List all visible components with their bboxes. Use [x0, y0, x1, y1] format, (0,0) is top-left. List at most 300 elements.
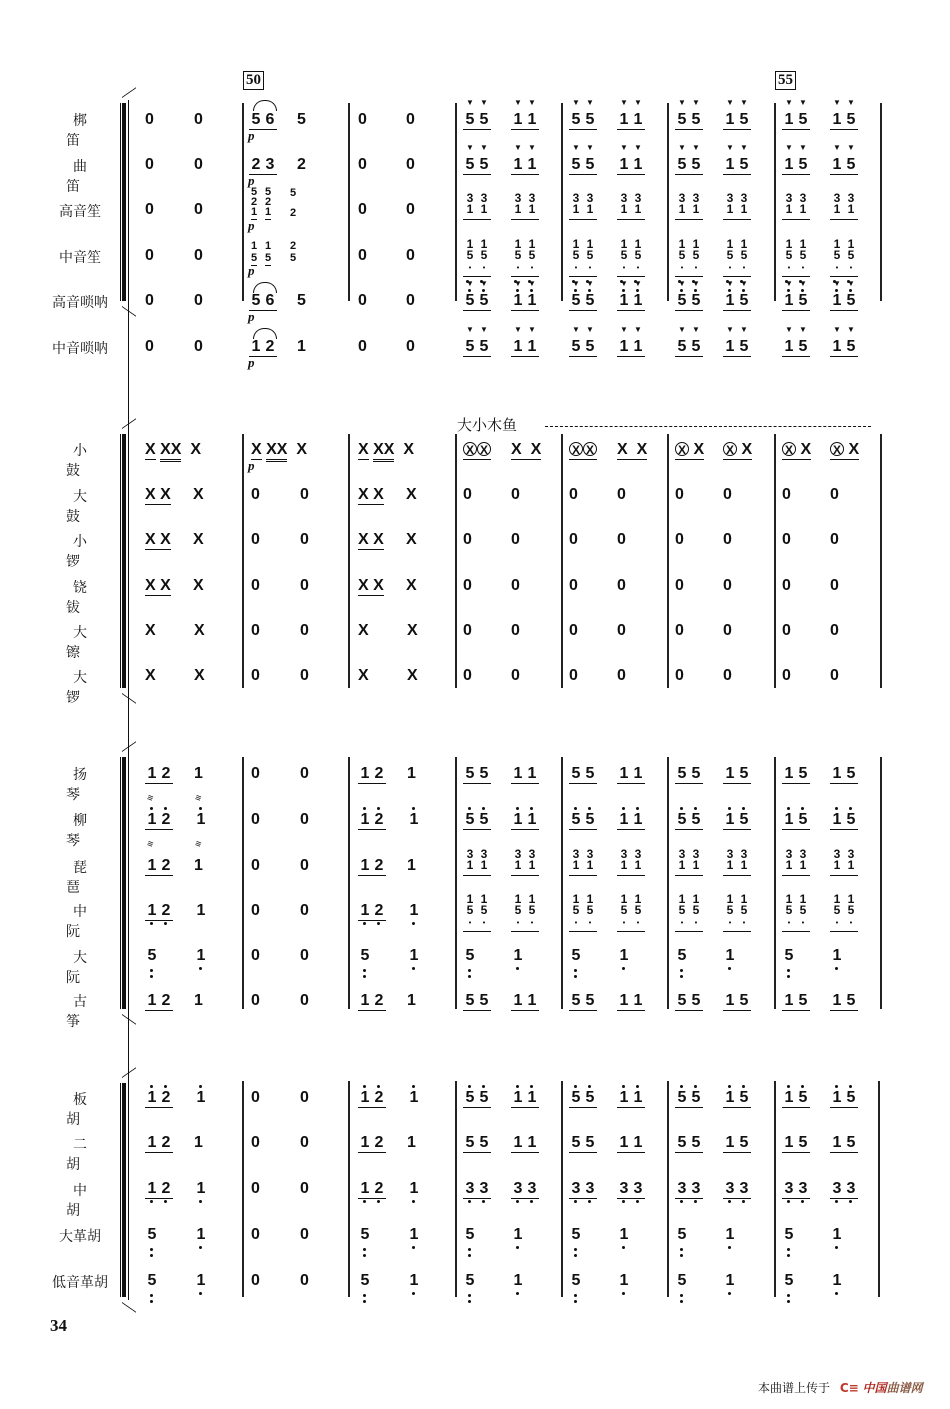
note-group: ▼ 1 ▼ 1 — [511, 156, 539, 174]
note-group: ▼ 5 ▼ 5 — [463, 292, 491, 310]
note-group: 0 — [675, 531, 684, 548]
note-group: 3 13 1 — [723, 193, 751, 220]
note-group: 0 — [511, 486, 520, 503]
note-group: 5 — [145, 947, 159, 965]
note-group: 0 — [569, 622, 578, 639]
note-group: 1 — [407, 992, 416, 1009]
note-group: 3 13 1 — [723, 849, 751, 876]
note-group: 0 — [723, 622, 732, 639]
note-group: 1 — [723, 1226, 737, 1244]
instrument-label-guzheng: 古 筝 — [66, 994, 101, 1030]
note-group: 0 — [511, 667, 520, 684]
instrument-label-liuqin: 柳 琴 — [66, 813, 101, 849]
note-group: 1 1 — [617, 1134, 645, 1152]
site-name-part2: 曲谱网 — [886, 1381, 923, 1395]
note-group: 1 5 •1 5 • — [830, 894, 858, 932]
note-group: 5 — [675, 1226, 689, 1244]
note-group: ▼ 5 ▼ 5 — [675, 338, 703, 356]
bracket-winds — [122, 103, 126, 301]
note-group: ▼ 5 ▼ 5 — [675, 111, 703, 129]
note-group: 0 — [782, 486, 791, 503]
bracket-bowed — [122, 1083, 126, 1297]
note-group: 3 3 — [830, 1180, 858, 1198]
instrument-label-dagehu: 大革胡 — [59, 1229, 101, 1245]
rehearsal-mark-55: 55 — [775, 71, 796, 90]
note-group: X X — [830, 441, 859, 459]
note-group: 0 — [830, 486, 839, 503]
note-group: 0 — [251, 811, 260, 828]
note-group: 1 — [723, 947, 737, 965]
tremolo-mark: ≡ — [145, 792, 155, 805]
note-group: 1 2 — [358, 992, 386, 1010]
note-group: 1 — [407, 1226, 421, 1244]
note-group: 1 — [194, 992, 203, 1009]
note-group: 3 13 1 — [830, 849, 858, 876]
note-group: 5 5 — [675, 1134, 703, 1152]
note-group: 1 — [617, 947, 631, 965]
note-group: 1 — [194, 1089, 208, 1107]
note-group: 3 13 1 — [830, 193, 858, 220]
note-group: X X — [511, 441, 542, 458]
note-group: 0 — [617, 667, 626, 684]
note-group: 0 — [617, 622, 626, 639]
note-group: 0 — [569, 667, 578, 684]
note-group: 1 5 •1 5 • — [617, 239, 645, 277]
instrument-label-banhu: 板 胡 — [66, 1092, 101, 1128]
note-group: X — [407, 622, 418, 639]
note-group: 5 — [675, 1272, 689, 1290]
note-group: 1 5 •1 5 • — [782, 894, 810, 932]
note-group: X X X — [358, 531, 417, 548]
rehearsal-mark-50: 50 — [243, 71, 264, 90]
note-group: 0 — [251, 765, 260, 782]
note-group: 1 — [194, 811, 208, 829]
woodblock-annotation: 大小木鱼 — [457, 416, 518, 434]
note-group: 3 3 — [463, 1180, 491, 1198]
note-group: X X — [782, 441, 811, 459]
note-group: 1 — [830, 1226, 844, 1244]
note-group: 5 — [463, 1226, 477, 1244]
note-group: 0 — [300, 811, 309, 828]
note-group: 3 3 — [617, 1180, 645, 1198]
instrument-label-daruan: 大 阮 — [66, 950, 101, 986]
note-group: 5 — [358, 947, 372, 965]
note-group: ▼ 1 ▼ 5 — [723, 156, 751, 174]
note-group: 5 5 — [463, 992, 491, 1010]
note-group: ▼ 1 ▼ 1 — [617, 338, 645, 356]
note-group: 3 3 — [723, 1180, 751, 1198]
note-group: 5 5 — [675, 992, 703, 1010]
woodblock-extension-line — [545, 426, 871, 427]
instrument-label-qudi: 曲 笛 — [66, 159, 101, 195]
note-group: 3 3 — [511, 1180, 539, 1198]
note-group: 1 — [194, 1226, 208, 1244]
instrument-label-pipa: 琵 琶 — [66, 860, 101, 896]
note-group: X — [194, 622, 205, 639]
note-group: 1 2 — [358, 811, 386, 829]
note-group: 0 — [251, 1272, 260, 1289]
footer-text: 本曲谱上传于 — [758, 1381, 831, 1395]
note-group: 5 — [782, 1226, 796, 1244]
note-group: 0 — [617, 486, 626, 503]
note-group: 1 2 — [358, 1180, 386, 1198]
tremolo-mark: ≡ — [193, 792, 203, 805]
instrument-label-xiaoluo: 小 锣 — [66, 534, 101, 570]
note-group: ▼ 1 ▼ 5 — [782, 156, 810, 174]
note-group: ▼ 1 ▼ 1 — [617, 292, 645, 310]
note-group: 1 5 — [782, 992, 810, 1010]
note-group: 0 — [463, 531, 472, 548]
note-group: X XX X — [358, 441, 414, 459]
note-group: ▼ 1 ▼ 1 — [617, 111, 645, 129]
note-group: 1 — [511, 947, 525, 965]
instrument-label-gaoyin-suona: 高音唢呐 — [52, 295, 108, 311]
note-group: 0 — [782, 531, 791, 548]
note-group: 0 — [675, 486, 684, 503]
note-group: 1 5 •1 5 • — [675, 894, 703, 932]
note-group: ▼ 5 ▼ 5 — [463, 338, 491, 356]
note-group: ▼ 5 ▼ 5 — [569, 338, 597, 356]
note-group: 1 5 •1 5 • — [511, 239, 539, 277]
note-group: 5 — [145, 1272, 159, 1290]
note-group: 1 5 — [723, 765, 751, 783]
note-group: 0 — [675, 622, 684, 639]
note-group: 5 — [569, 947, 583, 965]
site-name-part1: 中国 — [862, 1381, 887, 1395]
note-group: 0 — [617, 531, 626, 548]
note-group: 3 13 1 — [463, 193, 491, 220]
note-group: 1 5 •1 5 • — [511, 894, 539, 932]
site-logo-icon: C≡ — [839, 1381, 859, 1395]
instrument-label-zhongruan: 中 阮 — [66, 904, 101, 940]
note-group: 0 — [300, 1272, 309, 1289]
note-group: X — [407, 667, 418, 684]
note-group: 1 1 — [511, 811, 539, 829]
note-group: X X — [675, 441, 704, 459]
note-group: 0 — [300, 531, 309, 548]
note-group: 3 13 1 — [511, 193, 539, 220]
note-group: ▼ 1 ▼ 5 — [782, 292, 810, 310]
note-group: X — [145, 622, 156, 639]
note-group: 1 5 — [723, 1134, 751, 1152]
note-group: 0 — [463, 622, 472, 639]
note-group: 0 — [723, 667, 732, 684]
note-group: 0 — [830, 577, 839, 594]
note-group: 1 5 •1 5 • — [463, 894, 491, 932]
system-spine-line — [128, 100, 129, 1300]
note-group: 1 5 •1 5 • — [463, 239, 491, 277]
note-group: 0 — [300, 486, 309, 503]
note-group: 1 2 — [358, 1089, 386, 1107]
instrument-label-dacha: 大 镲 — [66, 625, 101, 661]
note-group: 0 — [300, 1180, 309, 1197]
note-group: 3 13 1 — [782, 193, 810, 220]
note-group: 1 2 — [358, 857, 386, 875]
note-group: 1 5 — [830, 1089, 858, 1107]
note-group: 5 5 — [675, 765, 703, 783]
note-group: 1 — [196, 902, 206, 919]
note-group: 1 — [511, 1272, 525, 1290]
note-group: 0 — [675, 667, 684, 684]
instrument-label-erhu: 二 胡 — [66, 1137, 101, 1173]
note-group: 0 — [569, 531, 578, 548]
note-group: 5 — [145, 1226, 159, 1244]
note-group: ▼ 1 ▼ 5 — [830, 338, 858, 356]
instrument-label-yangqin: 扬 琴 — [66, 767, 101, 803]
note-group: 0 — [251, 857, 260, 874]
note-group: 1 — [723, 1272, 737, 1290]
note-group: 5 — [675, 947, 689, 965]
note-group: 1 5 •1 5 • — [569, 894, 597, 932]
note-group: ▼ 1 ▼ 5 — [782, 338, 810, 356]
note-group: 5 5 — [569, 1089, 597, 1107]
note-group: 0 — [300, 667, 309, 684]
note-group: 1 5 •1 5 • — [830, 239, 858, 277]
note-group: 1 2 — [145, 1180, 173, 1198]
note-group: ▼ 1 ▼ 5 — [723, 111, 751, 129]
note-group: 1 — [407, 1180, 421, 1198]
note-group: 1 5 •1 5 • — [617, 894, 645, 932]
note-group: 1 1 — [511, 765, 539, 783]
note-group: 1 — [407, 902, 421, 920]
note-group: 1 5 •1 5 • — [723, 239, 751, 277]
note-group: 1 5 — [830, 765, 858, 783]
note-group: X X — [617, 441, 648, 458]
page-number: 34 — [50, 1316, 67, 1335]
note-group: ▼ 1 ▼ 5 — [830, 292, 858, 310]
note-group: 0 — [251, 1089, 260, 1106]
note-group: 1 5 — [782, 765, 810, 783]
note-group: 1 5 •1 5 • — [569, 239, 597, 277]
note-group: 1 2 — [145, 1134, 173, 1152]
note-group: 1 1 — [511, 1134, 539, 1152]
note-group: 3 13 1 — [511, 849, 539, 876]
instrument-label-zhonghu: 中 胡 — [66, 1183, 101, 1219]
note-group: X — [358, 667, 369, 684]
note-group: X XX X — [145, 441, 201, 459]
note-group: 1 1 — [617, 765, 645, 783]
note-group: ▼ 5 ▼ 5 — [569, 111, 597, 129]
note-group: 0 — [251, 902, 260, 919]
note-group: 1 1 — [617, 811, 645, 829]
note-group: 0 — [300, 902, 309, 919]
instrument-label-xiaogu: 小 鼓 — [66, 443, 101, 479]
score-page: 50 55 梆 笛 曲 笛 高音笙 中音笙 高音唢呐 中音唢呐 0 0 0 0 0 0 0 0 0 0 0 0 0 0 0 0 0 0 0 0 0 0 0 0 5 6 5 p 2 3 2 p 5 2 15 2 1 5 2 p 1 51 5 2 5 p 5 6 5 p 1 2 1 p ▼ 5 ▼ 5 ▼ 1 ▼ 1 ▼ 5 ▼ 5 ▼ 1 ▼ 1 ▼ 5 ▼ 5 ▼ 1 ▼ 1 ▼ 5 ▼ 5 ▼ 1 ▼ 1 3 13 1 3 13 1 1 5 •1 5 • 1 5 •1 5 • ▼ 5 ▼ 5 ▼ 1 ▼ 1 ▼ 5 ▼ 5 ▼ 1 ▼ 1 ▼ 5 ▼ 5 ▼ 1 ▼ 1 ▼ 5 ▼ 5 ▼ 1 ▼ 1 3 13 1 3 13 1 1 5 •1 5 • 1 5 •1 5 • ▼ 5 ▼ 5 ▼ 1 ▼ 5 ▼ 5 ▼ 5 ▼ 1 ▼ 5 ▼ 5 ▼ 5 ▼ 1 ▼ 5 ▼ 5 ▼ 5 ▼ 1 ▼ 5 3 13 1 3 13 1 1 5 •1 5 • 1 5 •1 5 • ▼ 1 ▼ 5 ▼ 1 ▼ 5 ▼ 1 ▼ 5 ▼ 1 ▼ 5 ▼ 1 ▼ 5 ▼ 1 ▼ 5 ▼ 1 ▼ 5 ▼ 1 ▼ 5 3 13 1 3 13 1 1 5 •1 5 • 1 5 •1 5 • 大小木鱼 小 鼓 大 鼓 小 锣 铙 钹 大 镲 大 锣 X XX X X X X X X X X X X X X X X X XX X X X X X X X X X X X X X X X XX X p 0 0 0 0 0 0 0 0 0 0 X X X X 0 0 0 0 0 0 0 0 0 0 X X X X 0 0 0 0 0 0 0 0 0 0 X X X X 0 0 0 0 0 0 0 0 0 0 X X X X 0 0 0 0 0 0 0 0 0 0 扬 琴 柳 琴 琵 琶 中 阮 大 阮 古 筝 1 2 1 1 2 1 1 2 1 1 2 1 5 1 1 2 1 ≡ ≡ ≡ ≡ 1 2 1 1 2 1 1 2 1 1 2 1 5 1 1 2 1 0 0 0 0 0 0 0 0 0 0 0 0 5 5 1 1 5 5 1 1 3 13 1 3 13 1 1 5 •1 5 • 1 5 •1 5 • 5 1 5 5 1 1 5 5 1 1 5 5 1 1 3 13 1 3 13 1 1 5 •1 5 • 1 5 •1 5 • 5 1 5 5 1 1 5 5 1 5 5 5 1 5 3 13 1 3 13 1 1 5 •1 5 • 1 5 •1 5 • 5 1 5 5 1 5 1 5 1 5 1 5 1 5 3 13 1 3 13 1 1 5 •1 5 • 1 5 •1 5 • 5 1 1 5 1 5 板 胡 二 胡 中 胡 大革胡 低音革胡 1 2 1 1 2 1 1 2 1 5 1 5 1 1 2 1 1 2 1 1 2 1 5 1 5 1 0 0 0 0 0 0 0 0 0 0 5 5 1 1 5 5 1 1 3 3 3 3 5 1 5 1 5 5 1 1 5 5 1 1 3 3 3 3 5 1 5 1 5 5 1 5 5 5 1 5 3 3 3 3 5 1 5 1 1 5 1 5 1 5 1 5 3 3 3 3 5 1 5 1 34 本曲谱上传于 C≡ 中国曲谱网 — [0, 0, 950, 1409]
note-group: ▼ 5 ▼ 5 — [463, 111, 491, 129]
instrument-label-bangdi: 梆 笛 — [66, 113, 101, 149]
note-group: 5 — [358, 1226, 372, 1244]
instrument-label-zhongyin-suona: 中音唢呐 — [52, 341, 108, 357]
note-group: 1 5 •1 5 • — [782, 239, 810, 277]
bracket-percussion — [122, 434, 126, 688]
note-group: 0 — [830, 667, 839, 684]
tremolo-mark: ≡ — [193, 838, 203, 851]
note-group: 5 — [569, 1226, 583, 1244]
note-group: ▼ 5 ▼ 5 — [569, 292, 597, 310]
note-group: 5 5 — [463, 1089, 491, 1107]
note-group: 1 — [617, 1226, 631, 1244]
note-group: 1 2 — [145, 857, 173, 875]
note-group: 1 5 •1 5 • — [675, 239, 703, 277]
note-group: 3 13 1 — [782, 849, 810, 876]
note-group: 0 — [511, 577, 520, 594]
note-group: 1 1 — [511, 992, 539, 1010]
note-group: 0 — [511, 622, 520, 639]
note-group: 1 — [194, 765, 203, 782]
note-group: 5 5 — [569, 992, 597, 1010]
note-group: 0 — [782, 622, 791, 639]
note-group: 5 — [569, 1272, 583, 1290]
note-group: ▼ 1 ▼ 5 — [723, 338, 751, 356]
note-group: 0 — [251, 577, 260, 594]
note-group: 5 5 — [463, 765, 491, 783]
note-group: 0 — [782, 577, 791, 594]
note-group: 1 5 — [782, 1134, 810, 1152]
note-group: 5 5 — [569, 811, 597, 829]
note-group: 0 — [251, 1180, 260, 1197]
note-group: 1 2 — [145, 765, 173, 783]
note-group: 1 5 •1 5 • — [723, 894, 751, 932]
note-group: ▼ 1 ▼ 1 — [511, 338, 539, 356]
note-group: 1 5 — [830, 1134, 858, 1152]
note-group: 1 — [830, 947, 844, 965]
note-group: 1 — [511, 1226, 525, 1244]
note-group: 0 — [251, 1226, 260, 1243]
instrument-label-daluo: 大 锣 — [66, 670, 101, 706]
note-group: 1 — [194, 857, 203, 874]
note-group: 1 5 — [723, 1089, 751, 1107]
note-group: 5 5 — [463, 811, 491, 829]
note-group: 0 — [300, 622, 309, 639]
note-group: 0 — [463, 667, 472, 684]
note-group: 3 13 1 — [617, 849, 645, 876]
note-group: ▼ 1 ▼ 1 — [511, 111, 539, 129]
instrument-label-naobo: 铙 钹 — [66, 580, 101, 616]
note-group: 1 2 — [145, 992, 173, 1010]
note-group: ▼ 1 ▼ 1 — [617, 156, 645, 174]
note-group: X X X — [358, 486, 417, 503]
note-group: X — [358, 622, 369, 639]
note-group: 1 — [830, 1272, 844, 1290]
note-group: 1 2 — [145, 811, 173, 829]
note-group: 0 — [617, 577, 626, 594]
note-group: 0 — [251, 486, 260, 503]
note-group: X — [194, 667, 205, 684]
note-group: 0 — [251, 1134, 260, 1151]
note-group: 1 5 — [782, 1089, 810, 1107]
note-group: 1 — [407, 947, 421, 965]
note-group: 3 13 1 — [675, 193, 703, 220]
note-group: 0 — [723, 531, 732, 548]
note-group: ▼ 1 ▼ 5 — [782, 111, 810, 129]
note-group: X X X — [145, 486, 204, 503]
note-group: 5 5 — [463, 1134, 491, 1152]
note-group: 1 — [194, 947, 208, 965]
note-group: 5 5 — [569, 765, 597, 783]
note-group: ▼ 1 ▼ 5 — [723, 292, 751, 310]
note-group: 1 — [407, 1134, 416, 1151]
note-group: 5 — [782, 1272, 796, 1290]
dynamic-piano: p — [248, 458, 255, 473]
note-group: 0 — [300, 947, 309, 964]
note-group: 0 — [830, 531, 839, 548]
note-group: 1 5 — [782, 811, 810, 829]
note-group: 0 — [463, 486, 472, 503]
note-group: ▼ 5 ▼ 5 — [675, 156, 703, 174]
note-group: 1 5 — [723, 992, 751, 1010]
note-group: 3 3 — [675, 1180, 703, 1198]
note-group: 1 5 — [830, 992, 858, 1010]
note-group: 1 — [407, 811, 421, 829]
note-group: 0 — [723, 486, 732, 503]
note-group: 5 — [782, 947, 796, 965]
note-group: ▼ 5 ▼ 5 — [569, 156, 597, 174]
note-group: X X — [723, 441, 752, 459]
note-group: ▼ 1 ▼ 5 — [830, 111, 858, 129]
instrument-label-diyin-gehu: 低音革胡 — [52, 1275, 108, 1291]
note-group: X — [145, 667, 156, 684]
note-group: 1 2 — [358, 765, 386, 783]
note-group: 5 — [358, 1272, 372, 1290]
instrument-label-zhongyin-sheng: 中音笙 — [59, 250, 101, 266]
note-group: 3 13 1 — [675, 849, 703, 876]
instrument-label-gaoyin-sheng: 高音笙 — [59, 204, 101, 220]
note-group: 5 — [463, 947, 477, 965]
note-group: ▼ 1 ▼ 5 — [830, 156, 858, 174]
note-group: X X X — [358, 577, 417, 594]
note-group: ▼ 1 ▼ 1 — [511, 292, 539, 310]
note-group: 0 — [300, 765, 309, 782]
note-group: 1 1 — [617, 992, 645, 1010]
note-group: 0 — [569, 577, 578, 594]
note-group: 0 — [251, 947, 260, 964]
note-group: 5 5 — [569, 1134, 597, 1152]
note-group: 1 — [407, 1272, 421, 1290]
tremolo-mark: ≡ — [145, 838, 155, 851]
note-group: 0 — [782, 667, 791, 684]
note-group: X X — [463, 441, 491, 459]
note-group: 3 13 1 — [569, 849, 597, 876]
note-group: 0 — [300, 577, 309, 594]
note-group: 1 — [194, 1180, 208, 1198]
note-group: 3 13 1 — [617, 193, 645, 220]
note-group: 0 — [251, 531, 260, 548]
note-group: 1 5 — [830, 811, 858, 829]
note-group: 0 — [511, 531, 520, 548]
note-group: 1 2 — [358, 902, 386, 920]
note-group: 3 3 — [569, 1180, 597, 1198]
note-group: 1 — [194, 1272, 208, 1290]
note-group: 1 5 — [723, 811, 751, 829]
note-group: 3 13 1 — [569, 193, 597, 220]
note-group: 1 2 — [145, 902, 173, 920]
note-group: 1 — [407, 857, 416, 874]
note-group: X X X — [145, 577, 204, 594]
note-group: 0 — [300, 992, 309, 1009]
note-group: 0 — [251, 667, 260, 684]
note-group: 0 — [675, 577, 684, 594]
note-group: 0 — [463, 577, 472, 594]
note-group: 5 5 — [675, 1089, 703, 1107]
note-group: 3 13 1 — [463, 849, 491, 876]
note-group: 0 — [300, 857, 309, 874]
note-group: 1 — [407, 765, 416, 782]
note-group: X XX X — [251, 441, 307, 459]
note-group: 1 1 — [511, 1089, 539, 1107]
note-group: 0 — [569, 486, 578, 503]
note-group: 1 2 — [358, 1134, 386, 1152]
note-group: X X X — [145, 531, 204, 548]
